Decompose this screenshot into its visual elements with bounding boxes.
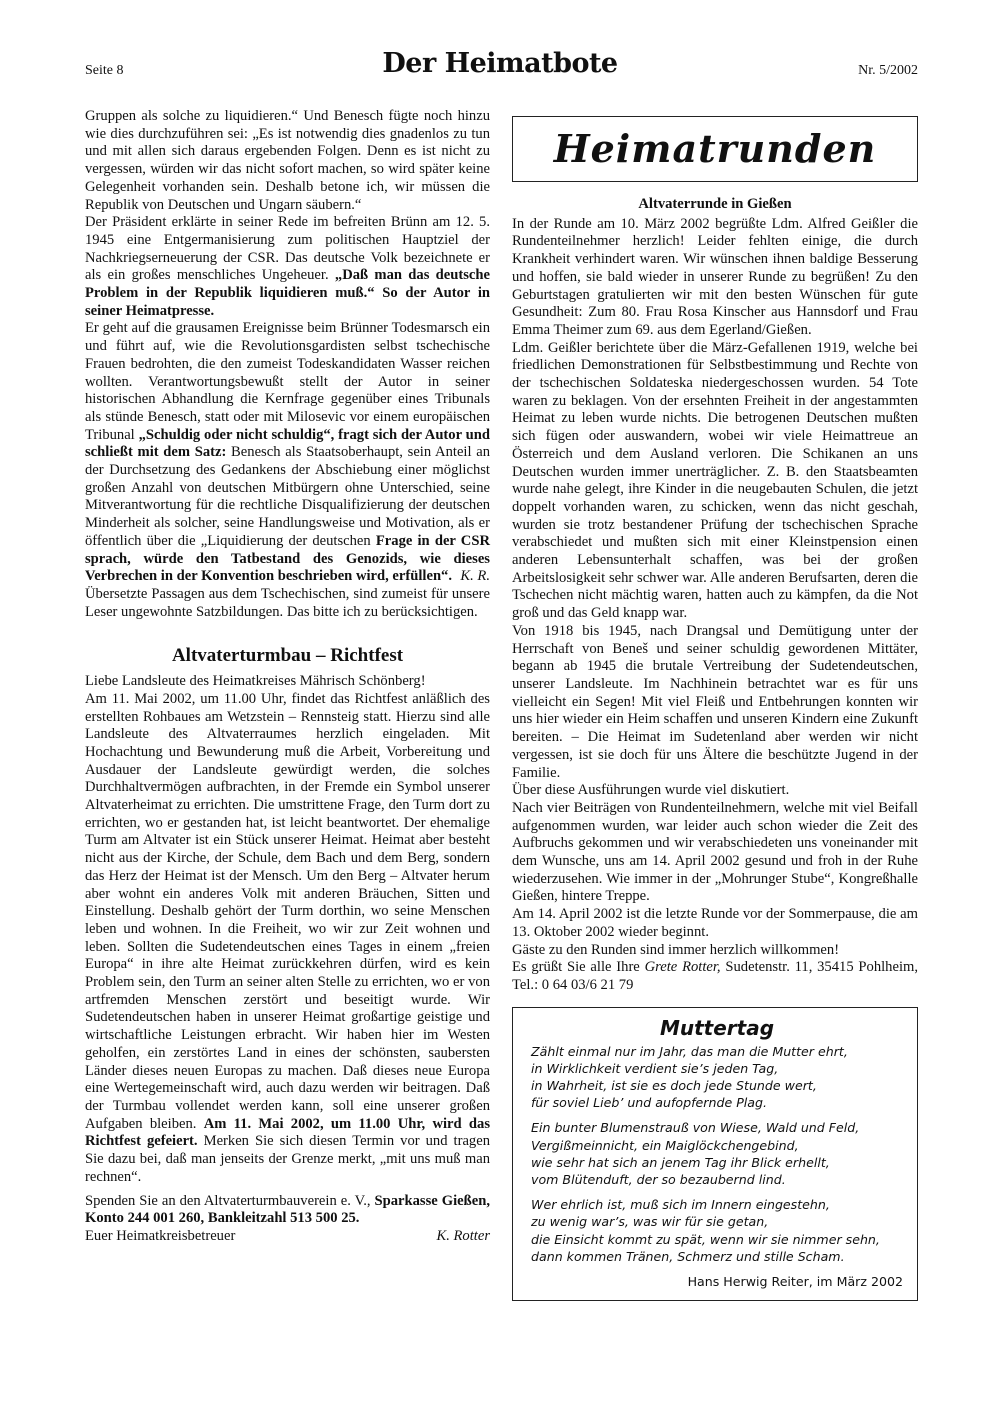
left-column [85,108,490,1246]
text-run: Benesch als Staatsoberhaupt, sein Anteil an der Durchsetzung des Gedankens der Abschiebung einer möglichst großen Anzahl von deutschen Mitbürgern ohne Unterschied, seine Mitverantwortung für die rechtliche Disqualifizierung der deutschen Minderheit als solcher, seine Handlungsweise und Motivation, als er öffentlich über die „Liquidierung der deutschen [85,444,490,549]
article-body [85,691,490,1187]
text-run: Merken Sie sich diesen Termin vor und tragen Sie dazu bei, daß man jenseits der Grenze merkt, „mit uns muß man rechnen“. [85,1133,490,1185]
subsection-title: Altvaterrunde in Gießen [638,196,792,212]
text-run: Spenden Sie an den Altvaterturmbauverein e. V., [85,1192,375,1209]
poem-title: Muttertag [659,1015,775,1040]
poem-line: Ein bunter Blumenstrauß von Wiese, Wald und Feld, [531,1120,860,1136]
bold-quote: „Daß man das deutsche Problem in der Republik liquidieren muß.“ So der Autor in seiner Heimatpresse. [85,267,490,319]
report-paragraph: In der Runde am 10. März 2002 begrüßte Ldm. Alfred Geißler die Rundenteilnehmer herzlich! Leider fehlten einige, die durch Krankheit verhindert waren. Wir wünschen ihnen baldige Besserung und hoffen, sie bald wieder in unserer Runde zu begrüßen! Zu den Geburtstagen gratulierten wir mit den besten Wünschen für gute Gesundheit: Zum 80. Frau Rosa Kinscher aus Hannsdorf und Frau Emma Theimer zum 69. aus dem Egerland/Gießen. [512,215,918,338]
text-run: Er geht auf die grausamen Ereignisse beim Brünner Todesmarsch ein und führt auf, wie die Revolutionsgardisten selbst tschechische Frauen bedrohten, die den zumeist Todeskandidaten Wasser reichen wollten. Verantwortungsbewußt stellt der Autor in seiner historischen Abhandlung die Kernfrage gegenüber eines Tribunals als stünde Benesch, statt oder mit Milosevic vor einem europäischen Tribunal [85,320,490,443]
poem-line: Wer ehrlich ist, muß sich im Innern eingestehn, [531,1197,830,1213]
continued-paragraph [85,214,490,320]
poem-stanza [531,1196,903,1265]
author-name: Grete Rotter, [644,959,721,976]
poem-stanza [531,1119,903,1188]
poem-line: in Wahrheit, ist sie es doch jede Stunde wert, [531,1078,817,1094]
text-run: Der Präsident erklärte in seiner Rede im befreiten Brünn am 12. 5. 1945 eine Entgermanisierung zum politischen Hauptziel der Nachkriegserneuerung der CSR. Das deutsche Volk bezeichnete er als ein großes menschliches Ungeheuer. [85,214,490,284]
right-column [512,108,918,1301]
poem-line: Zählt einmal nur im Jahr, das man die Mutter ehrt, [531,1043,848,1059]
closing-signature: K. Rotter [436,1227,490,1244]
page-number: Seite 8 [85,63,124,78]
poem-line: in Wirklichkeit verdient sie’s jeden Tag, [531,1060,779,1076]
report-paragraph: Nach vier Beiträgen von Rundenteilnehmern, welche mit viel Beifall aufgenommen wurden, war leider auch schon wieder die Zeit des Aufbruchs gekommen und wir verabschiedeten uns voneinander mit dem Wunsche, uns am 14. April 2002 gesund und froh in der Ruhe wiederzusehen. Wie immer in der „Mohrunger Stube“, Kongreßhalle Gießen, hintere Treppe. [512,799,918,905]
poem-box [512,1007,918,1302]
poem-stanza [531,1043,903,1112]
text-run: Sudetenstr. 11, 35415 Pohlheim, Tel.: 0 64 03/6 21 79 [512,959,919,993]
poem-author: Hans Herwig Reiter, im März 2002 [687,1274,903,1290]
poem-line: vom Blütenduft, der so bezaubernd lind. [531,1172,786,1188]
text-run: Am 11. Mai 2002, um 11.00 Uhr, findet das Richtfest anläßlich des erstellten Rohbaues am Wetzstein – Rennsteig statt. Hierzu sind alle Landsleute des Altvaterraumes herzlich eingeladen. Mit Hochachtung und Bewunderung muß die Arbeit, Vorbereitung und Ausdauer der Landsleute gewürdigt werden, die solches Durchhaltvermögen aufbrachten, in der Fremde ein Symbol unserer Altvaterheimat zu errichten. Die umstrittene Frage, den Turm dort zu errichten, wo er gestanden hat, ist leicht beantwortet. Der ehemalige Turm am Altvater ist ein Stück unserer Heimat. Heimat aber besteht nicht aus der Kirche, der Schule, dem Bach und dem Berg, sondern das Herz der Heimat ist der Mensch. Um den Berg – Altvater herum aber wohnt ein anderes Volk mit anderen Bräuchen, Sitten und Einstellung. Deshalb gehört der Turm dorthin, wo seine Menschen leben und wohnen. In die Freiheit, wo wir zur Zeit wohnen und leben. Sollten die Sudetendeutschen eines Tages in einem „freien Europa“ in ihre alte Heimat zurückkehren dürfen, wird es kein Problem sein, den Turm an seiner alten Stelle zu errichten, wo er von artfremden Menschen zerstört und beseitigt wurde. Wir Sudetendeutschen haben in unserer Heimat großartige geistige und wirtschaftliche Leistungen erbracht. Wir haben hier im Westen geholfen, ein zerstörtes Land in eines der schönsten, saubersten Länder dieses neuen Europas zu machen. Daß dieses neue Europa eine Wertegemeinschaft wird, auch dazu werden wir beitragen. Daß der Turmbau vollendet werden kann, soll eine unserer großen Aufgaben bleiben. [85,690,490,1132]
continued-paragraph: Gruppen als solche zu liquidieren.“ Und Benesch fügte noch hinzu wie dies durchzuführen sei: „Es ist notwendig dies gnadenlos zu tun und mit allen sich daraus ergebenden Folgen. Denn es ist nicht zu vergessen, würden wir das nicht sofort machen, so wird später keine Gelegenheit vorhanden sein. Deshalb betone ich, wir müssen die Republik von Deutschen und Ungarn säubern.“ [85,108,490,213]
bold-quote: Frage in der CSR sprach, würde den Tatbestand des Genozids, wie dieses Verbrechen in der Konvention beschrieben wird, erfüllen“. [85,532,490,585]
report-paragraph: Von 1918 bis 1945, nach Drangsal und Demütigung unter der Herrschaft von Beneš und seiner schuldig gewordenen Mittäter, begann ab 1945 die brutale Vertreibung der Sudetendeutschen, unserer Landsleute. Im Nachhinein betrachtet war es für uns vielleicht ein Segen! Mit viel Fleiß und Entbehrungen konnten wir uns hier wieder ein Heim schaffen und unseren Kindern eine Zukunft bereiten. – Die Heimat im Sudetenland aber werden wir nicht vergessen, ist sie doch für uns Ältere die beschützte Jugend in der Familie. [512,622,918,781]
section-header-box [512,116,918,182]
author-initials: K. R. [460,568,490,585]
text-run: Es grüßt Sie alle Ihre [512,959,645,976]
bold-date: Am 11. Mai 2002, um 11.00 Uhr, wird das Richtfest gefeiert. [85,1115,490,1150]
issue-number: Nr. 5/2002 [858,63,918,78]
report-signoff [512,959,918,994]
bold-quote: „Schuldig oder nicht schuldig“, fragt sich der Autor und schließt mit dem Satz: [85,426,490,461]
masthead-logo: Der Heimatbote [382,48,618,79]
report-paragraph: Gäste zu den Runden sind immer herzlich willkommen! [512,941,840,958]
greeting: Liebe Landsleute des Heimatkreises Mährisch Schönberg! [85,673,426,690]
poem-line: Vergißmeinnicht, ein Maiglöckchengebind, [531,1137,799,1153]
report-paragraph: Am 14. April 2002 ist die letzte Runde vor der Sommerpause, die am 13. Oktober 2002 wieder beginnt. [512,906,918,940]
poem-line: für soviel Lieb’ und aufopfernde Plag. [531,1095,768,1111]
bank-details: Sparkasse Gießen, Konto 244 001 260, Bankleitzahl 513 500 25. [85,1192,490,1227]
poem-line: die Einsicht kommt zu spät, wenn wir sie nimmer sehn, [531,1231,880,1247]
report-paragraph: Ldm. Geißler berichtete über die März-Gefallenen 1919, welche bei friedlichen Demonstrationen für Selbstbestimmung und Rechte von der tschechischen Soldateska niedergeschossen wurden. 54 Tote waren zu beklagen. Von der ersehnten Freiheit in der angestammten Heimat zu leben wurde nichts. Die betrogenen Deutschen mußten sich fügen oder auswandern, wobei wir viele Heimattreue an Österreich und dem Ausland verloren. Die Schikanen an uns Deutschen wurden immer unerträglicher. Z. B. den Staatsbeamten wurde nahe gelegt, ihre Kinder in die neugebauten Schulen, die jetzt doppelt vorhanden waren, zu schicken, wenn das nicht geschah, wurden sie trotz bestandener Prüfung der tschechischen Sprache verabschiedet und mußten sich mit einer Kleinstpension einen anderen Lebensunterhalt schaffen, was bei der großen Arbeitslosigkeit sehr schwer war. Alle anderen Berufsarten, deren die Tschechen nicht mächtig waren, hatten auch zu kämpfen, da die Not groß und das Geld knapp war. [512,339,918,622]
continued-paragraph [85,320,490,586]
closing-text: Euer Heimatkreisbetreuer [85,1227,236,1244]
section-title: Heimatrunden [553,126,877,172]
continued-paragraph: Übersetzte Passagen aus dem Tschechischen, sind zumeist für unsere Leser ungewohnte Satzbildungen. Das bitte ich zu berücksichtigen. [85,586,490,620]
closing-line [85,1228,490,1246]
article-title: Altvaterturmbau – Richtfest [171,645,404,667]
report-paragraph: Über diese Ausführungen wurde viel diskutiert. [512,782,790,799]
poem-line: zu wenig war’s, was wir für sie getan, [531,1214,769,1230]
poem-line: dann kommen Tränen, Schmerz und stille Scham. [531,1248,845,1264]
poem-line: wie sehr hat sich an jenem Tag ihr Blick erhellt, [531,1154,830,1170]
donation-note [85,1193,490,1228]
